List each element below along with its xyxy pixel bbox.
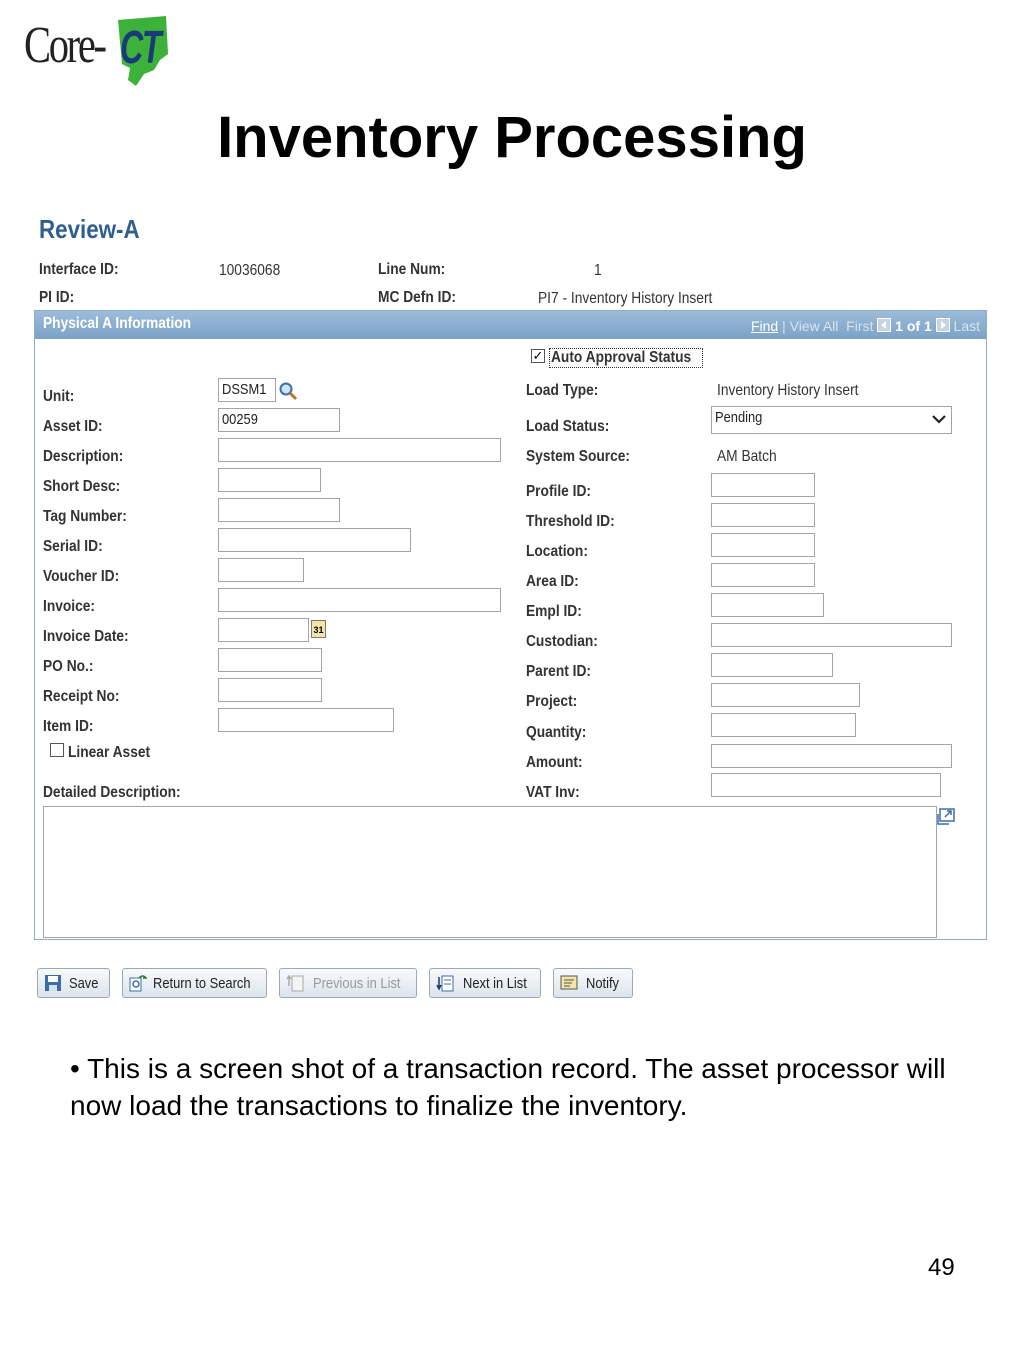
logo-core-text: Core- — [24, 17, 105, 74]
detailed-desc-textarea[interactable] — [43, 806, 937, 938]
tag-number-label: Tag Number: — [43, 508, 127, 525]
next-in-list-button[interactable]: Next in List — [429, 968, 541, 998]
mc-defn-label: MC Defn ID: — [378, 289, 456, 306]
serial-id-label: Serial ID: — [43, 538, 103, 555]
slide-page-number: 49 — [928, 1254, 955, 1281]
load-status-label: Load Status: — [526, 418, 610, 435]
asset-id-label: Asset ID: — [43, 418, 103, 435]
group-title: Physical A Information — [43, 315, 192, 332]
asset-id-input[interactable]: 00259 — [218, 408, 340, 432]
line-num-label: Line Num: — [378, 261, 446, 278]
view-all-link: View All — [789, 318, 839, 334]
search-icon[interactable] — [278, 381, 298, 401]
short-desc-input[interactable] — [218, 468, 321, 492]
tag-number-input[interactable] — [218, 498, 340, 522]
load-status-select[interactable]: Pending — [711, 406, 952, 434]
invoice-date-label: Invoice Date: — [43, 628, 129, 645]
next-arrow-icon — [936, 318, 950, 332]
previous-list-icon — [286, 974, 304, 992]
invoice-input[interactable] — [218, 588, 501, 612]
save-disk-icon — [44, 974, 62, 992]
custodian-label: Custodian: — [526, 633, 598, 650]
calendar-icon[interactable]: 31 — [311, 620, 326, 638]
short-desc-label: Short Desc: — [43, 478, 121, 495]
threshold-id-input[interactable] — [711, 503, 815, 527]
empl-id-input[interactable] — [711, 593, 824, 617]
next-list-icon — [436, 974, 454, 992]
interface-id-value: 10036068 — [219, 262, 281, 279]
quantity-label: Quantity: — [526, 724, 587, 741]
profile-id-input[interactable] — [711, 473, 815, 497]
slide-bullet-text: • This is a screen shot of a transaction record. The asset processor will now load the transactions to finalize the inventory. — [70, 1053, 946, 1121]
core-ct-logo — [24, 12, 174, 92]
invoice-date-input[interactable] — [218, 618, 309, 642]
custodian-input[interactable] — [711, 623, 952, 647]
auto-approval-label: Auto Approval Status — [549, 348, 703, 368]
interface-id-label: Interface ID: — [39, 261, 119, 278]
load-type-value: Inventory History Insert — [717, 382, 859, 399]
parent-id-input[interactable] — [711, 653, 833, 677]
description-label: Description: — [43, 448, 124, 465]
logo-ct-text: CT — [120, 21, 161, 73]
vat-inv-input[interactable] — [711, 773, 941, 797]
linear-asset-label: Linear Asset — [68, 744, 151, 761]
amount-input[interactable] — [711, 744, 952, 768]
group-header — [35, 311, 986, 339]
vat-inv-label: VAT Inv: — [526, 784, 580, 801]
area-id-label: Area ID: — [526, 573, 579, 590]
parent-id-label: Parent ID: — [526, 663, 591, 680]
load-type-label: Load Type: — [526, 382, 599, 399]
serial-id-input[interactable] — [218, 528, 411, 552]
unit-input[interactable]: DSSM1 — [218, 378, 276, 402]
project-label: Project: — [526, 693, 578, 710]
linear-asset-checkbox[interactable] — [50, 743, 64, 757]
last-link: Last — [953, 318, 980, 334]
voucher-id-label: Voucher ID: — [43, 568, 120, 585]
location-input[interactable] — [711, 533, 815, 557]
previous-in-list-button[interactable]: Previous in List — [279, 968, 417, 998]
line-num-value: 1 — [594, 262, 602, 279]
profile-id-label: Profile ID: — [526, 483, 591, 500]
voucher-id-input[interactable] — [218, 558, 304, 582]
system-source-label: System Source: — [526, 448, 631, 465]
pi-id-label: PI ID: — [39, 289, 75, 306]
threshold-id-label: Threshold ID: — [526, 513, 615, 530]
return-to-search-button[interactable]: Return to Search — [122, 968, 267, 998]
group-nav: Find | View All First 1 of 1 Last — [750, 318, 980, 334]
save-button[interactable]: Save — [37, 968, 110, 998]
description-input[interactable] — [218, 438, 501, 462]
chevron-down-icon — [931, 413, 947, 425]
receipt-no-label: Receipt No: — [43, 688, 120, 705]
po-no-input[interactable] — [218, 648, 322, 672]
invoice-label: Invoice: — [43, 598, 96, 615]
receipt-no-input[interactable] — [218, 678, 322, 702]
item-id-label: Item ID: — [43, 718, 94, 735]
auto-approval-checkbox[interactable]: ✓ — [532, 348, 544, 363]
location-label: Location: — [526, 543, 588, 560]
empl-id-label: Empl ID: — [526, 603, 582, 620]
slide-title: Inventory Processing — [217, 105, 807, 170]
first-link: First — [846, 318, 874, 334]
project-input[interactable] — [711, 683, 860, 707]
quantity-input[interactable] — [711, 713, 856, 737]
expand-textarea-icon[interactable] — [937, 808, 956, 825]
unit-label: Unit: — [43, 388, 75, 405]
prev-arrow-icon — [877, 318, 891, 332]
po-no-label: PO No.: — [43, 658, 94, 675]
page-heading: Review-A — [39, 214, 140, 244]
notify-icon — [560, 974, 578, 992]
item-id-input[interactable] — [218, 708, 394, 732]
row-count: 1 of 1 — [895, 318, 932, 334]
find-link[interactable]: Find — [750, 318, 779, 334]
system-source-value: AM Batch — [717, 448, 777, 465]
amount-label: Amount: — [526, 754, 583, 771]
mc-defn-value: PI7 - Inventory History Insert — [538, 290, 713, 307]
detailed-desc-label: Detailed Description: — [43, 784, 181, 801]
return-search-icon — [129, 974, 147, 992]
notify-button[interactable]: Notify — [553, 968, 633, 998]
area-id-input[interactable] — [711, 563, 815, 587]
